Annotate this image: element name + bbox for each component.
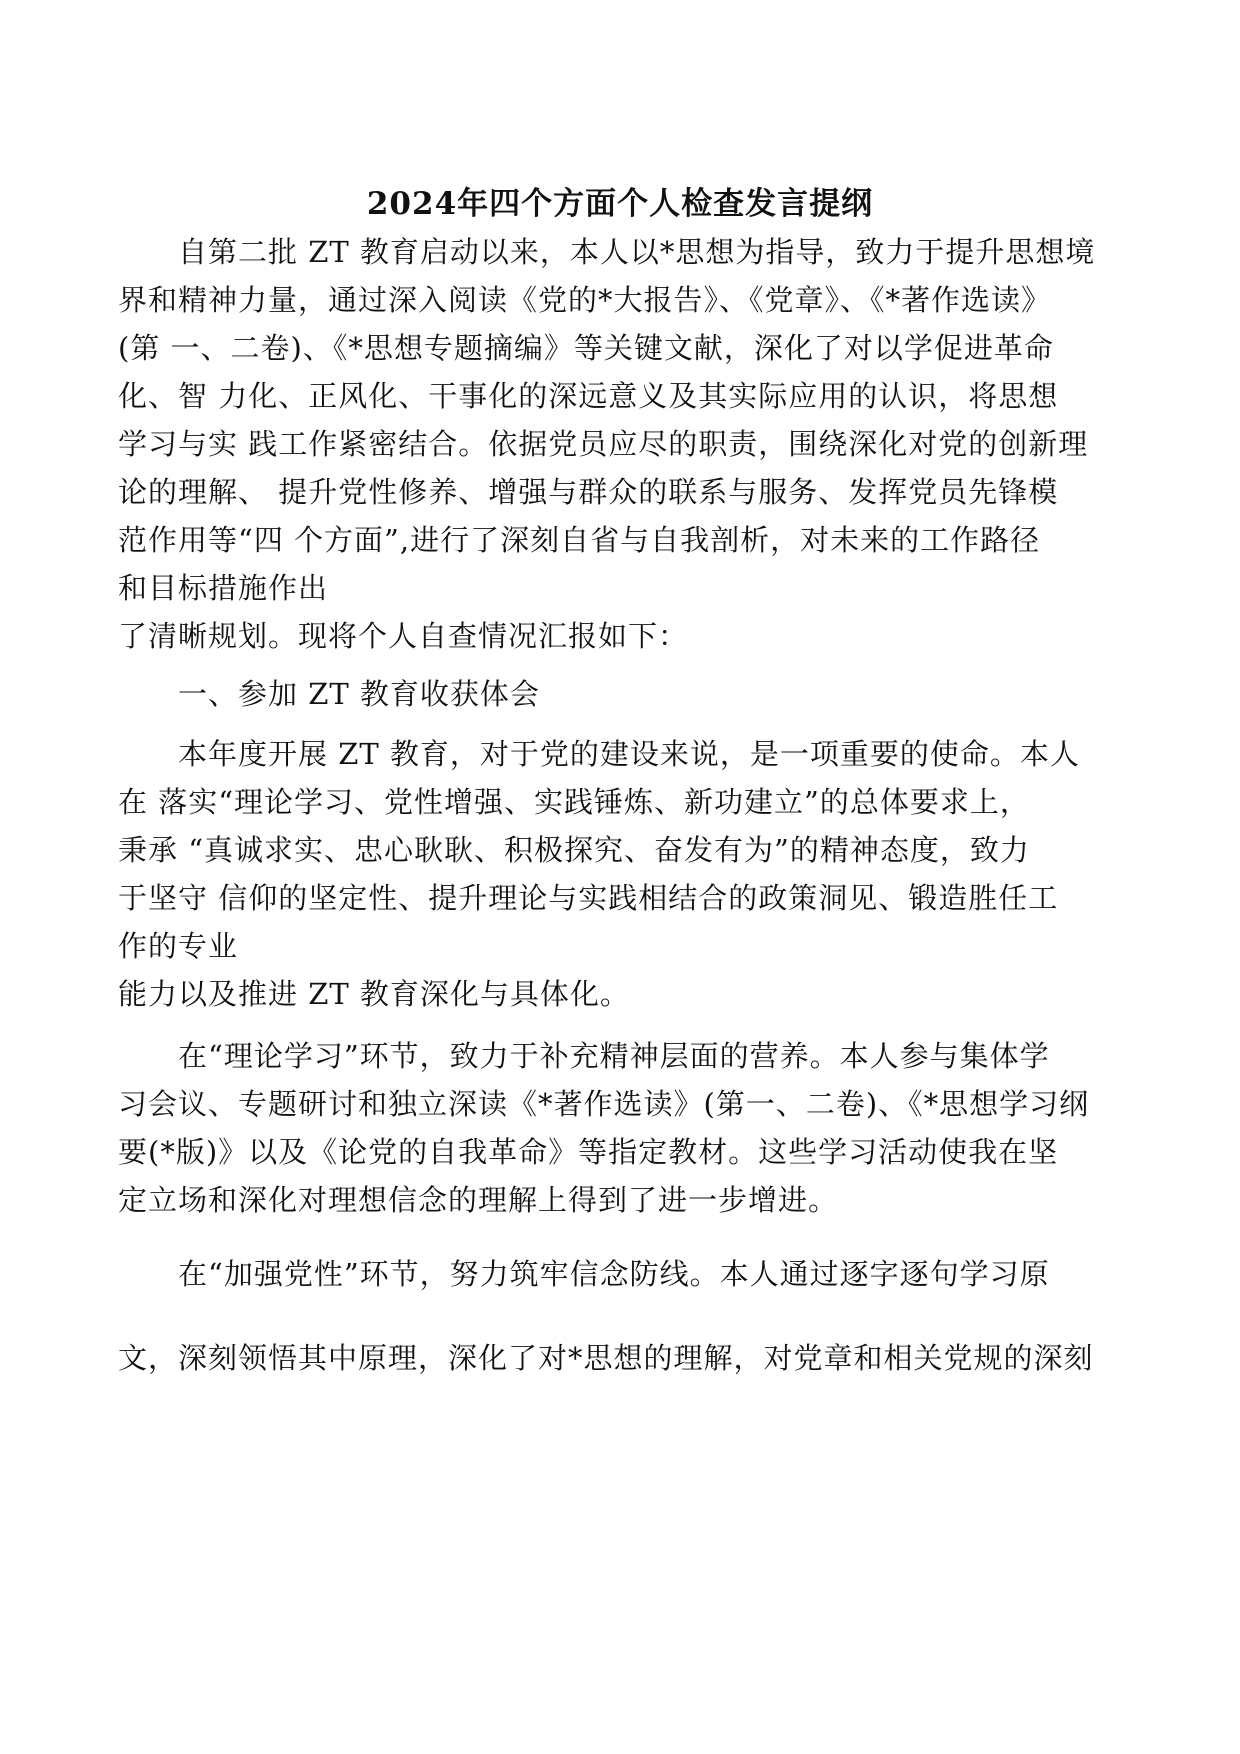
paragraph-line: 界和精神力量，通过深入阅读《党的*大报告》、《党章》、《*著作选读》 [118,283,1052,317]
paragraph-line: 了清晰规划。现将个人自查情况汇报如下： [118,619,689,653]
paragraph-line: 论的理解、 提升党性修养、增强与群众的联系与服务、发挥党员先锋模 [118,475,1059,509]
paragraph-line: 在“加强党性”环节，努力筑牢信念防线。本人通过逐字逐句学习原 [178,1257,1050,1291]
paragraph-line: 学习与实 践工作紧密结合。依据党员应尽的职责，围绕深化对党的创新理 [118,427,1089,461]
paragraph-line: 本年度开展 ZT 教育，对于党的建设来说，是一项重要的使命。本人 [178,737,1080,771]
paragraph-line: 能力以及推进 ZT 教育深化与具体化。 [118,977,630,1011]
paragraph-line: 要(*版)》以及《论党的自我革命》等指定教材。这些学习活动使我在坚 [118,1135,1059,1169]
paragraph-line: 自第二批 ZT 教育启动以来，本人以*思想为指导，致力于提升思想境 [178,235,1096,269]
paragraph-line: 化、智 力化、正风化、干事化的深远意义及其实际应用的认识，将思想 [118,379,1059,413]
paragraph-line: 秉承 “真诚求实、忠心耿耿、积极探究、奋发有为”的精神态度，致力 [118,833,1030,867]
paragraph-line: (第 一、二卷)、《*思想专题摘编》等关键文献，深化了对以学促进革命 [118,331,1054,365]
paragraph-line: 在 落实“理论学习、党性增强、实践锤炼、新功建立”的总体要求上， [118,785,1030,819]
paragraph-line: 作的专业 [118,929,239,963]
section-heading: 一、参加 ZT 教育收获体会 [178,677,540,711]
paragraph-line: 文，深刻领悟其中原理，深化了对*思想的理解，对党章和相关党规的深刻 [118,1341,1094,1375]
paragraph-line: 习会议、专题研讨和独立深读《*著作选读》(第一、二卷)、《*思想学习纲 [118,1087,1090,1121]
paragraph-line: 范作用等“四 个方面”,进行了深刻自省与自我剖析，对未来的工作路径 [118,523,1041,557]
paragraph-line: 于坚守 信仰的坚定性、提升理论与实践相结合的政策洞见、锻造胜任工 [118,881,1059,915]
paragraph-line: 定立场和深化对理想信念的理解上得到了进一步增进。 [118,1183,839,1217]
paragraph-line: 和目标措施作出 [118,571,329,605]
document-title: 2024年四个方面个人检查发言提纲 [366,186,874,222]
paragraph-line: 在“理论学习”环节，致力于补充精神层面的营养。本人参与集体学 [178,1039,1050,1073]
